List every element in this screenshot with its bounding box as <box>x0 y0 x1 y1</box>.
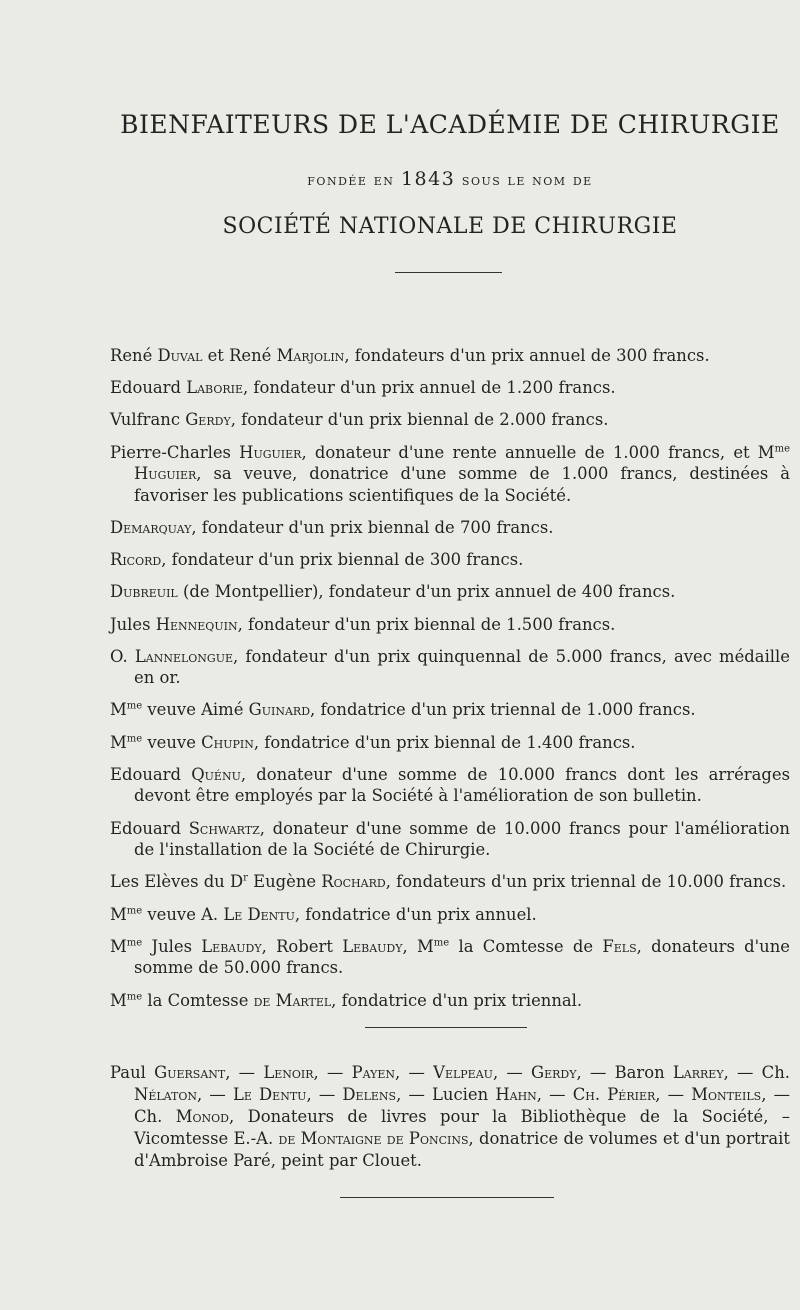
list-item: René Duval et René Marjolin, fondateurs d'un prix annuel de 300 francs. <box>110 346 710 365</box>
founded-prefix: fondée en <box>307 171 395 189</box>
society-name: SOCIÉTÉ NATIONALE DE CHIRURGIE <box>222 214 678 239</box>
list-item: Jules Hennequin, fondateur d'un prix biennal de 1.500 francs. <box>110 614 616 634</box>
list-item: $M^{me}$ veuve Aimé Guinard, fondatrice d'un prix triennal de 1.000 francs. <box>110 700 696 720</box>
list-item: $M^{me}$ Jules Lebaudy, Robert Lebaudy, $M^{me}$ la Comtesse de Fels, donateurs d'une somme de 50.000 francs. <box>110 936 790 978</box>
page-title: BIENFAITEURS DE L'ACADÉMIE DE CHIRURGIE <box>120 110 780 139</box>
divider <box>340 1197 554 1198</box>
founded-suffix: sous le nom de <box>461 171 593 189</box>
list-item: Edouard Schwartz, donateur d'une somme de 10.000 francs pour l'amélioration de l'installation de la Société de Chirurgie. <box>110 818 790 860</box>
list-item: Ricord, fondateur d'un prix biennal de 300 francs. <box>110 550 524 570</box>
list-item: Demarquay, fondateur d'un prix biennal de 700 francs. <box>110 517 554 537</box>
divider <box>365 1027 527 1028</box>
founded-year: 1843 <box>400 168 456 190</box>
list-item: Pierre-Charles Huguier, donateur d'une rente annuelle de 1.000 francs, et $M^{me}$ Huguier, sa veuve, donatrice d'une somme de 1.000 francs, destinées à favoriser les publications scientifiques de la Société. <box>110 442 790 505</box>
list-item: Edouard Quénu, donateur d'une somme de 10.000 francs dont les arrérages devont être employés par la Société à l'amélioration de son bulletin. <box>110 764 790 806</box>
list-item: Dubreuil (de Montpellier), fondateur d'un prix annuel de 400 francs. <box>110 582 676 602</box>
benefactor-list <box>110 345 790 1022</box>
divider <box>395 272 502 273</box>
founded-line <box>0 168 800 190</box>
list-item: Vulfranc Gerdy, fondateur d'un prix biennal de 2.000 francs. <box>110 410 609 430</box>
list-item: Les Elèves du $D^r$ Eugène Rochard, fondateurs d'un prix triennal de 10.000 francs. <box>110 872 787 892</box>
list-item: O. Lannelongue, fondateur d'un prix quinquennal de 5.000 francs, avec médaille en or. <box>110 646 790 688</box>
list-item: Edouard Laborie, fondateur d'un prix annuel de 1.200 francs. <box>110 378 616 398</box>
list-item: $M^{me}$ la Comtesse de Martel, fondatrice d'un prix triennal. <box>110 990 583 1010</box>
book-donors-paragraph: Paul Guersant, — Lenoir, — Payen, — Velpeau, — Gerdy, — Baron Larrey, — Ch. Nélaton, — Le Dentu, — Delens, — Lucien Hahn, — Ch. Périer, — Monteils, — Ch. Monod, Donateurs de livres pour la Bibliothèque de la Société, – Vicomtesse E.-A. de Montaigne de Poncins, donatrice de volumes et d'un portrait d'Ambroise Paré, peint par Clouet. <box>110 1063 790 1170</box>
list-item: $M^{me}$ veuve Chupin, fondatrice d'un prix biennal de 1.400 francs. <box>110 732 636 752</box>
list-item: $M^{me}$ veuve A. Le Dentu, fondatrice d'un prix annuel. <box>110 904 537 924</box>
